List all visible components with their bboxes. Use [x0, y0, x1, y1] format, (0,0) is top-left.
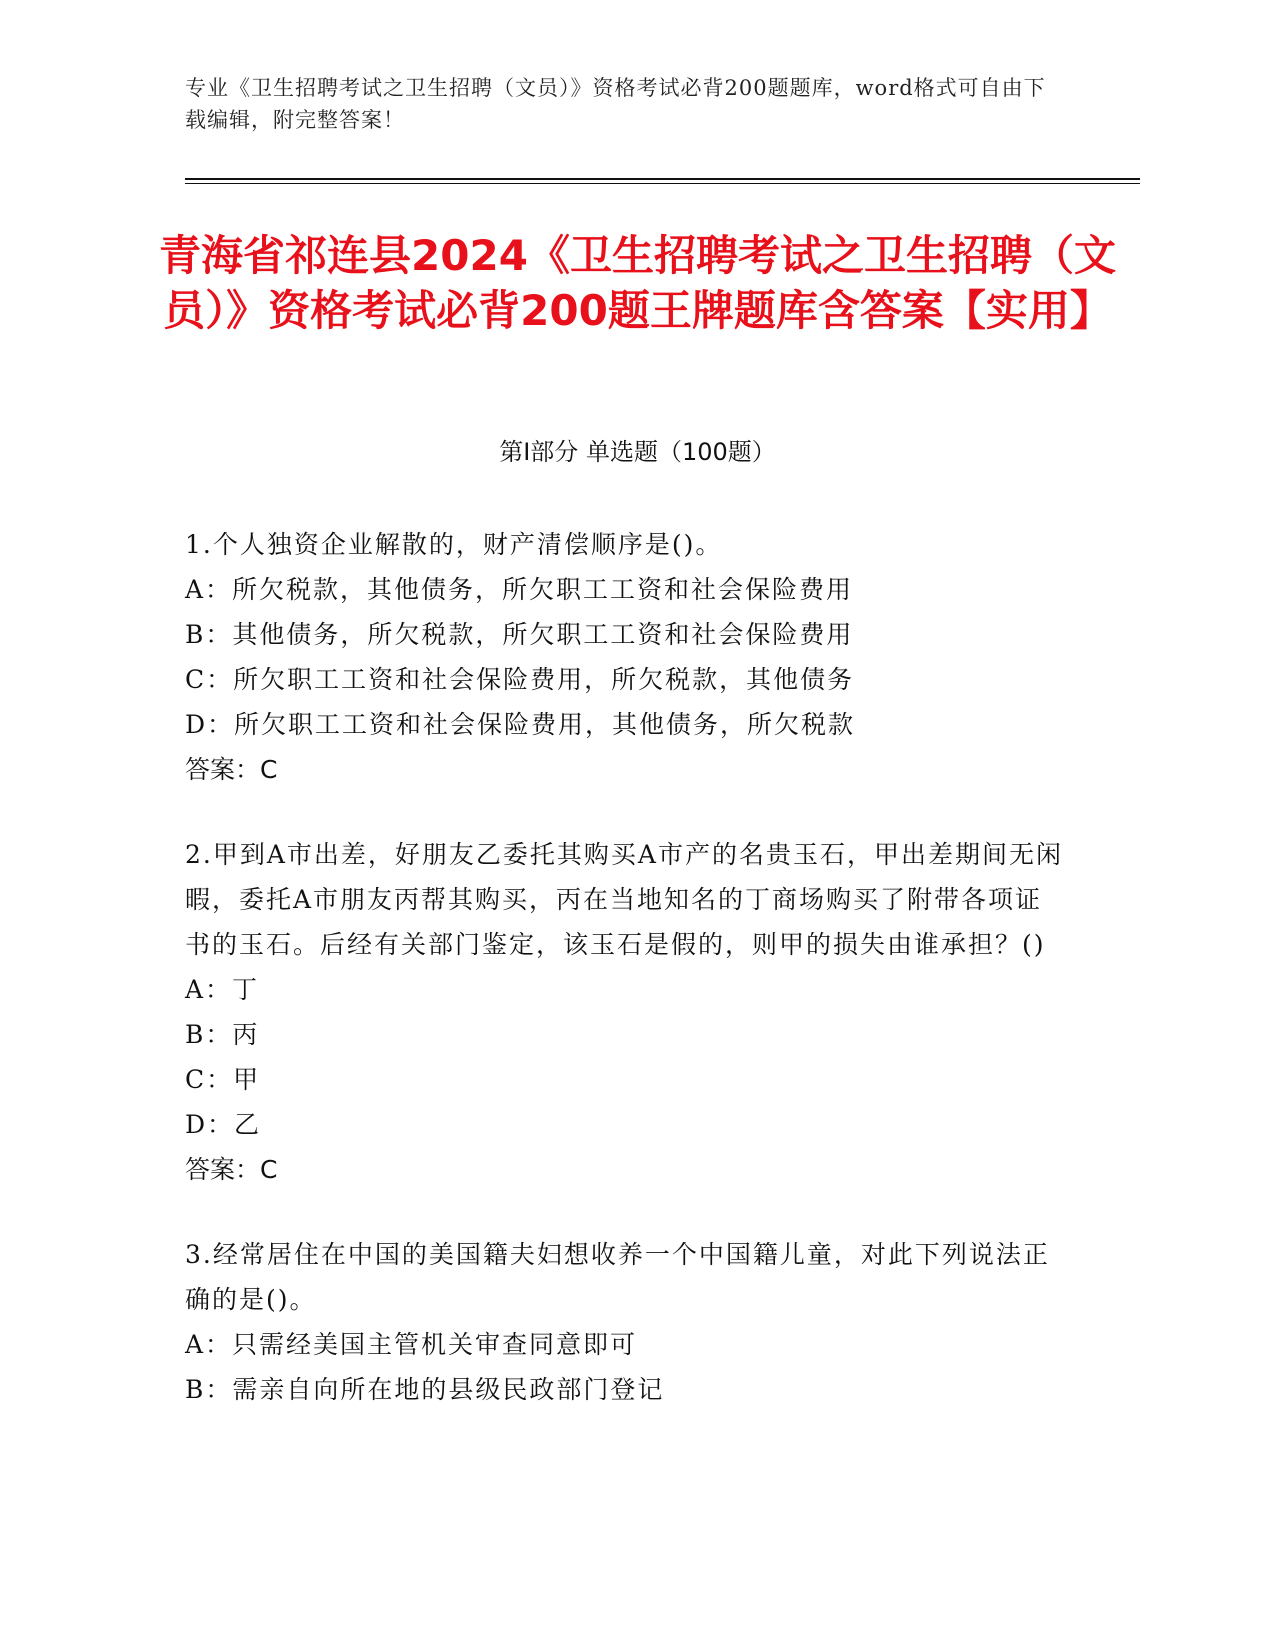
option-a: A：所欠税款，其他债务，所欠职工工资和社会保险费用	[185, 575, 854, 604]
question-2	[185, 832, 1065, 1192]
option-c: C：所欠职工工资和社会保险费用，所欠税款，其他债务	[185, 665, 855, 694]
question-stem: 3.经常居住在中国的美国籍夫妇想收养一个中国籍儿童，对此下列说法正确的是()。	[185, 1240, 1050, 1314]
question-3	[185, 1232, 1065, 1412]
answer: 答案：C	[185, 755, 278, 784]
question-stem: 1.个人独资企业解散的，财产清偿顺序是()。	[185, 530, 723, 559]
option-d: D：所欠职工工资和社会保险费用，其他债务，所欠税款	[185, 710, 856, 739]
header-divider-thin	[185, 183, 1140, 184]
option-d: D：乙	[185, 1110, 262, 1139]
document-title: 青海省祁连县2024《卫生招聘考试之卫生招聘（文员）》资格考试必背200题王牌题库含答案【实用】	[159, 231, 1116, 335]
section-title: 第Ⅰ部分 单选题（100题）	[499, 438, 776, 466]
option-a: A：只需经美国主管机关审查同意即可	[185, 1330, 638, 1359]
option-b: B：其他债务，所欠税款，所欠职工工资和社会保险费用	[185, 620, 854, 649]
header-note: 专业《卫生招聘考试之卫生招聘（文员）》资格考试必背200题题库，word格式可自由下载编辑，附完整答案！	[185, 76, 1046, 132]
option-b: B：丙	[185, 1020, 260, 1049]
option-b: B：需亲自向所在地的县级民政部门登记	[185, 1375, 665, 1404]
question-1	[185, 522, 1065, 792]
option-a: A：丁	[185, 975, 260, 1004]
option-c: C：甲	[185, 1065, 261, 1094]
question-stem: 2.甲到A市出差，好朋友乙委托其购买A市产的名贵玉石，甲出差期间无闲暇，委托A市朋友丙帮其购买，丙在当地知名的丁商场购买了附带各项证书的玉石。后经有关部门鉴定，该玉石是假的，则甲的损失由谁承担？()	[185, 840, 1063, 959]
header-divider-thick	[185, 178, 1140, 180]
question-list	[185, 522, 1065, 1452]
answer: 答案：C	[185, 1155, 278, 1184]
